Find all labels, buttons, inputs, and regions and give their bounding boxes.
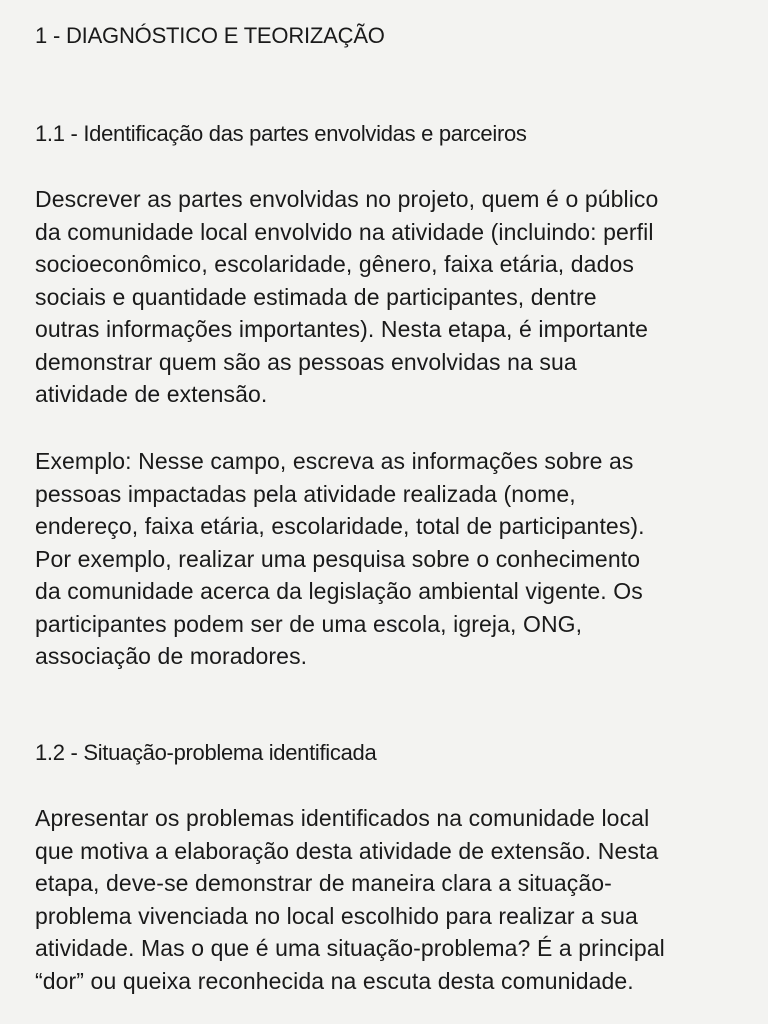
paragraph-line: associação de moradores.: [35, 643, 308, 669]
paragraph-line: participantes podem ser de uma escola, igreja, ONG,: [35, 610, 583, 637]
section-1-2-heading: 1.2 - Situação-problema identificada: [35, 740, 377, 765]
paragraph-line: atividade. Mas o que é uma situação-problema? É a principal: [35, 935, 665, 961]
paragraph-line: da comunidade local envolvido na atividade (incluindo: perfil: [35, 218, 654, 245]
section-1-1-paragraph-1: [35, 183, 745, 411]
paragraph-line: que motiva a elaboração desta atividade de extensão. Nesta: [35, 837, 659, 864]
paragraph-line: da comunidade acerca da legislação ambiental vigente. Os: [35, 578, 643, 604]
section-1-1-paragraph-2: [35, 445, 745, 673]
paragraph-line: Apresentar os problemas identificados na comunidade local: [35, 805, 650, 831]
main-heading: 1 - DIAGNÓSTICO E TEORIZAÇÃO: [35, 23, 385, 48]
paragraph-line: Exemplo: Nesse campo, escreva as informações sobre as: [35, 448, 634, 474]
paragraph-line: demonstrar quem são as pessoas envolvidas na sua: [35, 348, 577, 375]
paragraph-line: etapa, deve-se demonstrar de maneira clara a situação-: [35, 870, 612, 896]
paragraph-line: socioeconômico, escolaridade, gênero, faixa etária, dados: [35, 251, 634, 277]
paragraph-line: Descrever as partes envolvidas no projeto, quem é o público: [35, 186, 659, 212]
paragraph-line: atividade de extensão.: [35, 381, 268, 407]
paragraph-line: Por exemplo, realizar uma pesquisa sobre o conhecimento: [35, 545, 641, 572]
paragraph-line: “dor” ou queixa reconhecida na escuta desta comunidade.: [35, 967, 634, 994]
paragraph-line: outras informações importantes). Nesta etapa, é importante: [35, 316, 649, 342]
paragraph-line: problema vivenciada no local escolhido para realizar a sua: [35, 902, 638, 929]
section-1-1-heading: 1.1 - Identificação das partes envolvidas e parceiros: [35, 121, 527, 146]
paragraph-line: endereço, faixa etária, escolaridade, total de participantes).: [35, 513, 645, 539]
paragraph-line: pessoas impactadas pela atividade realizada (nome,: [35, 480, 576, 507]
section-1-2-paragraph-1: [35, 802, 745, 997]
paragraph-line: sociais e quantidade estimada de participantes, dentre: [35, 283, 597, 310]
